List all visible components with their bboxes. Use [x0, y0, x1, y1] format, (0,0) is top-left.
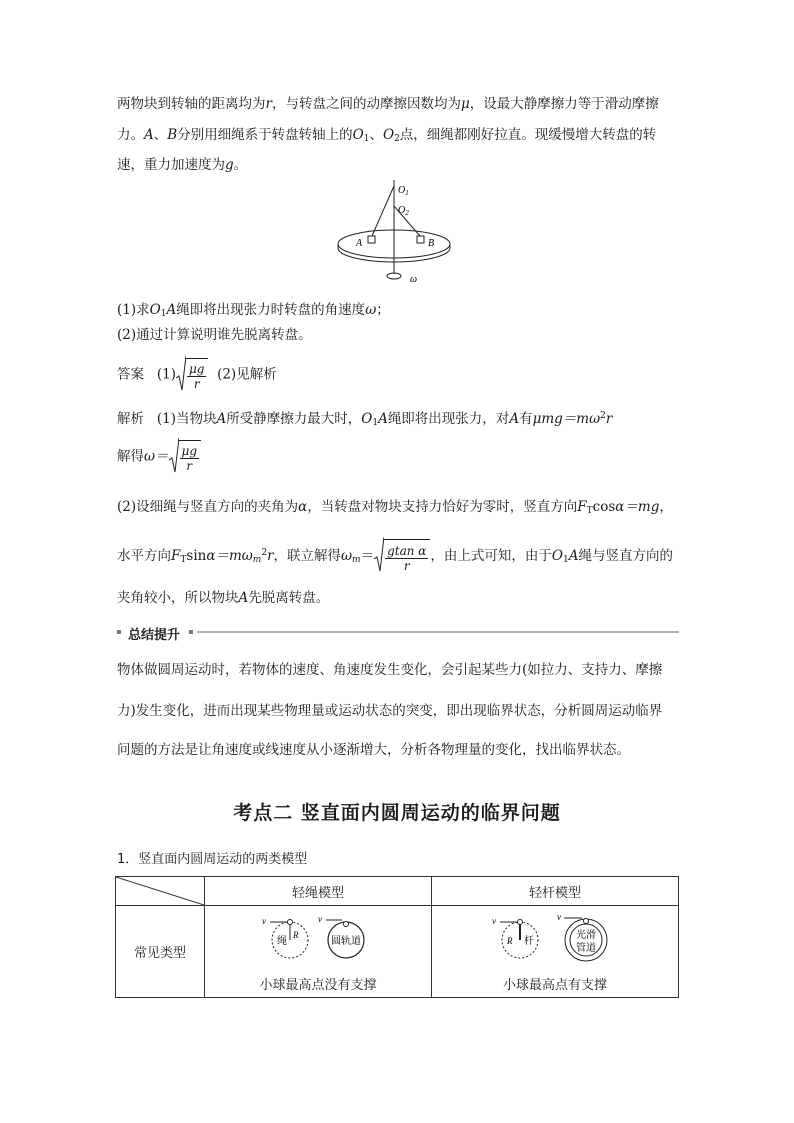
- label-track: 圆轨道: [331, 936, 361, 947]
- summary-title: 总结提升: [128, 628, 181, 643]
- var: A: [216, 411, 227, 427]
- ball: [288, 920, 293, 925]
- analysis-line-5: [117, 588, 329, 608]
- rod-caption: 小球最高点有支撑: [502, 978, 607, 993]
- label-v: v: [557, 914, 561, 922]
- text: (1): [156, 366, 176, 383]
- col-rod-header: 轻杆模型: [432, 877, 679, 906]
- diagonal-line: [116, 877, 204, 905]
- summary-line-2: 力)发生变化，进而出现某些物理量或运动状态的突变，即出现临界状态，分析圆周运动临界: [117, 703, 663, 719]
- var-O: O: [382, 127, 395, 143]
- answer-line: [117, 358, 277, 392]
- intro-line-3: [117, 155, 247, 175]
- text: 先脱离转盘。: [248, 590, 330, 606]
- text: 分别用细绳系于转盘转轴上的: [177, 127, 353, 143]
- label-O1: $O_1$: [398, 185, 409, 197]
- var: α: [615, 499, 625, 515]
- text: (2)见解析: [217, 366, 277, 383]
- text: cos: [592, 499, 616, 515]
- block-B: [417, 236, 424, 243]
- rod-cell: [432, 906, 679, 998]
- table-row: [116, 906, 679, 998]
- label-B: B: [428, 238, 435, 249]
- text: 夹角较小，所以物块: [117, 590, 239, 606]
- text: 两物块到转轴的距离均为: [117, 96, 266, 112]
- subscript: 2: [394, 134, 400, 144]
- var: A: [509, 411, 520, 427]
- subscript: 1: [372, 418, 379, 428]
- label-tube-1: 光滑: [576, 930, 596, 941]
- text: (1)求: [117, 302, 150, 318]
- var-g: g: [225, 157, 234, 173]
- subscript: m: [252, 555, 262, 565]
- section-heading: 考点二 竖直面内圆周运动的临界问题: [233, 802, 561, 824]
- text: 点，细绳都刚好拉直。现缓慢增大转盘的转: [399, 127, 657, 143]
- label-A: A: [356, 238, 363, 249]
- superscript: 2: [600, 411, 606, 421]
- var-A: A: [166, 302, 177, 318]
- text: 速，重力加速度为: [117, 157, 225, 173]
- var-A: A: [144, 127, 154, 143]
- var: r: [267, 548, 274, 564]
- answer-label: 答案: [117, 366, 144, 383]
- var: A: [568, 548, 579, 564]
- var: O: [551, 548, 563, 564]
- text: ；: [376, 302, 390, 318]
- section-item-1: 1．竖直面内圆周运动的两类模型: [117, 852, 308, 867]
- label-v: v: [492, 916, 496, 926]
- text: 所受静摩擦力最大时，: [226, 411, 362, 427]
- subscript: 1: [160, 309, 167, 319]
- subscript: 1: [363, 134, 370, 144]
- var-O: O: [352, 127, 364, 143]
- row-label: 常见类型: [116, 906, 205, 998]
- question-2: (2)通过计算说明谁先脱离转盘。: [117, 327, 312, 343]
- summary-divider: [117, 624, 679, 640]
- radical-sign: [169, 438, 179, 474]
- sqrt-expression: $\frac{\text{gtan α}}{r}$: [374, 539, 430, 575]
- analysis-line-1: [117, 406, 612, 433]
- rod-diagram: [490, 914, 620, 968]
- text: 绳与竖直方向的: [578, 548, 673, 564]
- var: F: [577, 499, 587, 515]
- text: 有: [519, 411, 533, 427]
- ball: [584, 919, 589, 924]
- text: 绳即将出现张力，对: [387, 411, 510, 427]
- analysis-line-2: [117, 440, 201, 474]
- text: 、: [369, 127, 383, 143]
- analysis-line-4: [117, 536, 673, 577]
- sqrt-expression: $\frac{\mu g}{r}$: [169, 440, 201, 474]
- table-header-row: [116, 877, 679, 906]
- var: ω: [341, 548, 353, 564]
- rope-cell: [205, 906, 432, 998]
- var-omega: ω: [365, 302, 377, 318]
- rope-diagram: [258, 914, 378, 968]
- ball: [518, 920, 523, 925]
- text: ，与转盘之间的动摩擦因数均为: [271, 96, 461, 112]
- subscript: T: [586, 506, 593, 516]
- text: 力。: [117, 127, 144, 143]
- equation: ＝mg: [624, 499, 660, 515]
- sqrt-expression: $\frac{\mu g}{r}$: [176, 358, 208, 392]
- block-A: [368, 236, 375, 243]
- ball: [344, 922, 349, 927]
- var-mu: μ: [460, 96, 470, 112]
- equation: ＝mω: [215, 548, 253, 564]
- var: α: [206, 548, 216, 564]
- analysis-line-3: [117, 497, 673, 521]
- label-R: R: [293, 930, 299, 940]
- intro-line-2: [117, 125, 656, 149]
- text: 、: [153, 127, 168, 143]
- col-rope-header: 轻绳模型: [205, 877, 432, 906]
- summary-line-3: 问题的方法是让角速度或线速度从小逐渐增大，分析各物理量的变化，找出临界状态。: [117, 742, 630, 758]
- question-1: [117, 300, 390, 324]
- analysis-label: 解析: [117, 411, 144, 427]
- label-v: v: [262, 916, 266, 926]
- text: 水平方向: [117, 548, 171, 564]
- text: ，联立解得: [273, 548, 342, 564]
- label-v: v: [318, 914, 322, 924]
- subscript: 1: [562, 555, 569, 565]
- superscript: 2: [261, 548, 268, 558]
- text: 解得: [117, 448, 144, 465]
- intro-line-1: [117, 94, 659, 114]
- text: sin: [186, 548, 207, 564]
- subscript: m: [352, 555, 361, 565]
- label-omega: ω: [410, 274, 418, 285]
- var: A: [378, 411, 388, 427]
- var: A: [238, 590, 249, 606]
- equation: ω＝: [144, 448, 169, 465]
- turntable-figure: [330, 176, 470, 291]
- text: 。: [233, 157, 248, 173]
- text: ，由上式可知，由于: [430, 548, 552, 564]
- text: (1)当物块: [156, 411, 217, 427]
- var: α: [298, 499, 308, 515]
- label-tube-2: 管道: [576, 943, 596, 954]
- var-O: O: [149, 302, 161, 318]
- summary-line-1: 物体做圆周运动时，若物体的速度、角速度发生变化，会引起某些力(如拉力、支持力、摩擦: [117, 662, 663, 678]
- var-r: r: [265, 96, 272, 112]
- label-rod: 杆: [524, 936, 534, 947]
- text: ，: [659, 499, 673, 515]
- text: ，当转盘对物块支持力恰好为零时，竖直方向: [307, 499, 578, 515]
- label-O2: $O_2$: [398, 205, 409, 217]
- subscript: T: [180, 555, 187, 565]
- var: F: [171, 548, 181, 564]
- rope-O1A: [372, 186, 394, 236]
- var: r: [605, 411, 613, 427]
- corner-cell: [116, 877, 205, 906]
- text: ＝: [360, 548, 375, 564]
- radical-sign: [374, 537, 384, 573]
- var-B: B: [167, 127, 178, 143]
- radical-sign: [176, 356, 186, 392]
- rope-caption: 小球最高点没有支撑: [259, 978, 377, 993]
- models-table: [115, 876, 679, 998]
- label-rope: 绳: [277, 936, 287, 947]
- var: O: [361, 411, 373, 427]
- text: (2)设细绳与竖直方向的夹角为: [117, 499, 299, 515]
- text: 绳即将出现张力时转盘的角速度: [176, 302, 366, 318]
- label-R: R: [507, 936, 513, 946]
- text: ，设最大静摩擦力等于滑动摩擦: [469, 96, 659, 112]
- equation: μmg＝mω: [532, 411, 601, 427]
